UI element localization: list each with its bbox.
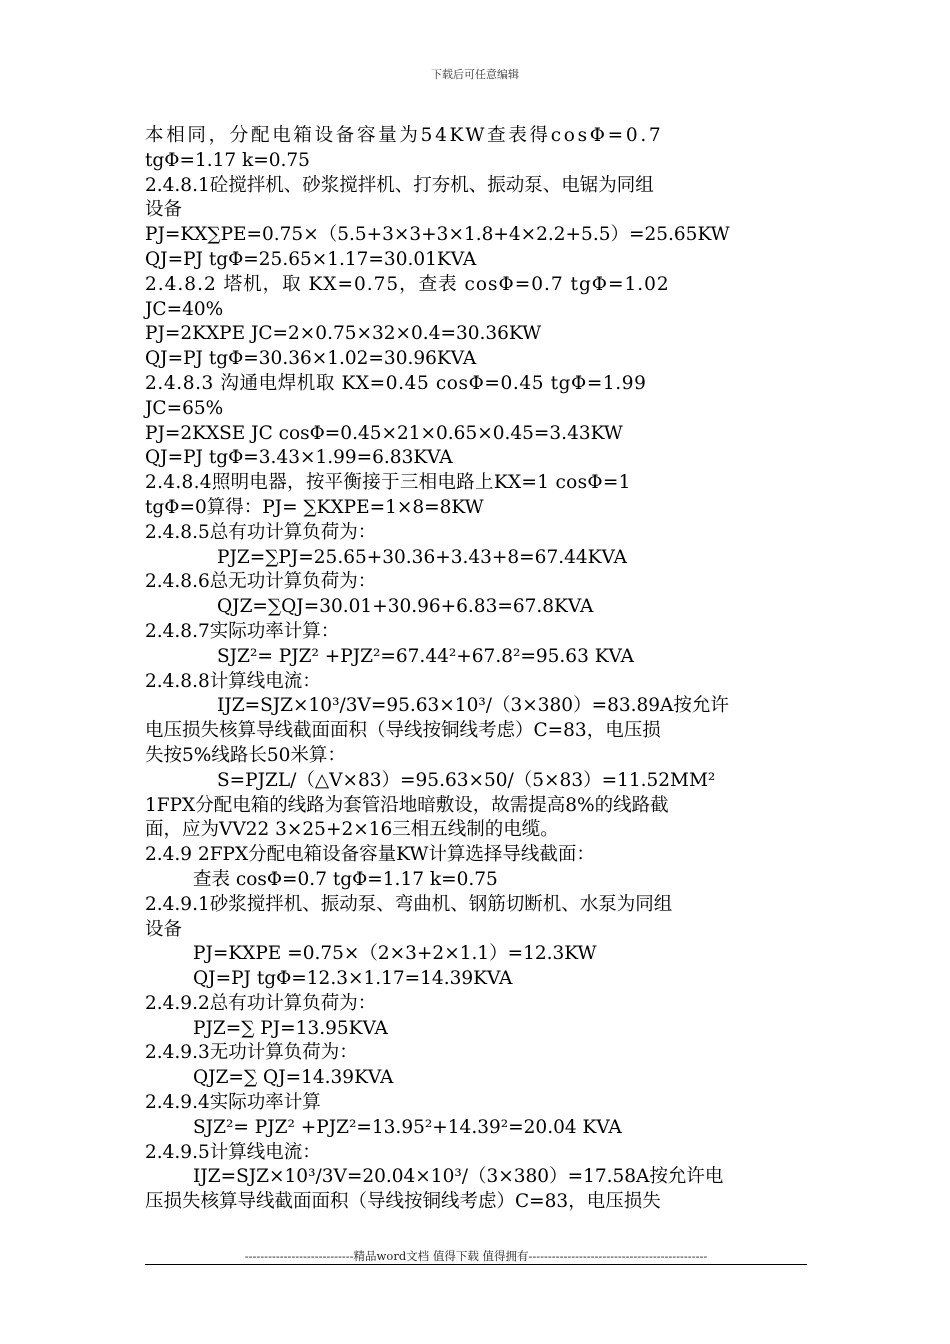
footer-text: ----------------------------精品word文档 值得下载 值得拥有---------------------------------------------- bbox=[244, 1249, 708, 1263]
text-line: QJ=PJ tgΦ=3.43×1.99=6.83KVA bbox=[145, 447, 453, 469]
header-text: 下载后可任意编辑 bbox=[431, 68, 519, 81]
text-line: QJ=PJ tgΦ=25.65×1.17=30.01KVA bbox=[145, 248, 477, 270]
text-line: 面，应为VV22 3×25+2×16三相五线制的电缆。 bbox=[145, 819, 559, 841]
text-line: 失按5%线路长50米算： bbox=[145, 744, 346, 766]
text-line: tgΦ=0算得：PJ= ∑KXPE=1×8=8KW bbox=[145, 496, 484, 518]
text-line: PJ=2KXPE JC=2×0.75×32×0.4=30.36KW bbox=[145, 323, 542, 345]
text-line: JC=40% bbox=[145, 298, 224, 320]
text-line: 2.4.9.5计算线电流： bbox=[145, 1141, 321, 1163]
text-line: 2.4.9.2总有功计算负荷为： bbox=[145, 992, 377, 1014]
text-line: tgΦ=1.17 k=0.75 bbox=[145, 149, 310, 171]
text-line: 2.4.8.2 塔机，取 KX=0.75，查表 cosΦ=0.7 tgΦ=1.02 bbox=[145, 273, 670, 295]
text-line: 本相同，分配电箱设备容量为54KW查表得cosΦ=0.7 bbox=[145, 125, 664, 146]
text-line: JC=65% bbox=[145, 397, 224, 419]
text-line: SJZ²= PJZ² +PJZ²=67.44²+67.8²=95.63 KVA bbox=[217, 645, 635, 667]
text-line: QJ=PJ tgΦ=30.36×1.02=30.96KVA bbox=[145, 348, 477, 370]
text-line: QJ=PJ tgΦ=12.3×1.17=14.39KVA bbox=[193, 968, 513, 990]
footer-divider bbox=[145, 1264, 807, 1265]
page-header bbox=[0, 66, 950, 82]
text-line: 2.4.8.5总有功计算负荷为： bbox=[145, 521, 377, 543]
text-line: S=PJZL/（△V×83）=95.63×50/（5×83）=11.52MM² bbox=[217, 769, 716, 791]
text-line: PJ=KX∑PE=0.75×（5.5+3×3+3×1.8+4×2.2+5.5）=25.65KW bbox=[145, 224, 730, 246]
text-line: 2.4.9.3无功计算负荷为： bbox=[145, 1042, 358, 1064]
text-line: PJ=2KXSE JC cosΦ=0.45×21×0.65×0.45=3.43KW bbox=[145, 422, 623, 444]
document-body bbox=[145, 124, 807, 1215]
text-line: 2.4.8.8计算线电流： bbox=[145, 670, 321, 692]
page-footer bbox=[145, 1248, 807, 1264]
text-line: PJZ=∑ PJ=13.95KVA bbox=[193, 1017, 388, 1039]
text-line: 2.4.8.1砼搅拌机、砂浆搅拌机、打夯机、振动泵、电锯为同组 bbox=[145, 174, 654, 196]
text-line: PJ=KXPE =0.75×（2×3+2×1.1）=12.3KW bbox=[193, 943, 597, 965]
text-line: IJZ=SJZ×10³/3V=20.04×10³/（3×380）=17.58A按允许电 bbox=[193, 1166, 724, 1188]
text-line: 压损失核算导线截面面积（导线按铜线考虑）C=83，电压损失 bbox=[145, 1191, 661, 1213]
text-line: 2.4.8.7实际功率计算： bbox=[145, 620, 340, 642]
text-line: 2.4.9 2FPX分配电箱设备容量KW计算选择导线截面： bbox=[145, 844, 595, 866]
text-line: 2.4.8.4照明电器，按平衡接于三相电路上KX=1 cosΦ=1 bbox=[145, 472, 631, 494]
text-line: IJZ=SJZ×10³/3V=95.63×10³/（3×380）=83.89A按允许 bbox=[217, 695, 729, 717]
text-line: 2.4.9.4实际功率计算 bbox=[145, 1092, 321, 1114]
text-line: QJZ=∑QJ=30.01+30.96+6.83=67.8KVA bbox=[217, 596, 594, 618]
text-line: SJZ²= PJZ² +PJZ²=13.95²+14.39²=20.04 KVA bbox=[193, 1116, 622, 1138]
text-line: 2.4.8.6总无功计算负荷为： bbox=[145, 571, 377, 593]
text-line: 2.4.8.3 沟通电焊机取 KX=0.45 cosΦ=0.45 tgΦ=1.99 bbox=[145, 372, 647, 394]
text-line: 设备 bbox=[145, 199, 183, 221]
text-line: 设备 bbox=[145, 918, 183, 940]
text-line: PJZ=∑PJ=25.65+30.36+3.43+8=67.44KVA bbox=[217, 546, 627, 568]
text-line: 2.4.9.1砂浆搅拌机、振动泵、弯曲机、钢筋切断机、水泵为同组 bbox=[145, 893, 673, 915]
text-line: QJZ=∑ QJ=14.39KVA bbox=[193, 1067, 394, 1089]
text-line: 电压损失核算导线截面面积（导线按铜线考虑）C=83，电压损 bbox=[145, 720, 661, 742]
text-line: 查表 cosΦ=0.7 tgΦ=1.17 k=0.75 bbox=[193, 868, 498, 890]
text-line: 1FPX分配电箱的线路为套管沿地暗敷设，故需提高8%的线路截 bbox=[145, 794, 669, 816]
